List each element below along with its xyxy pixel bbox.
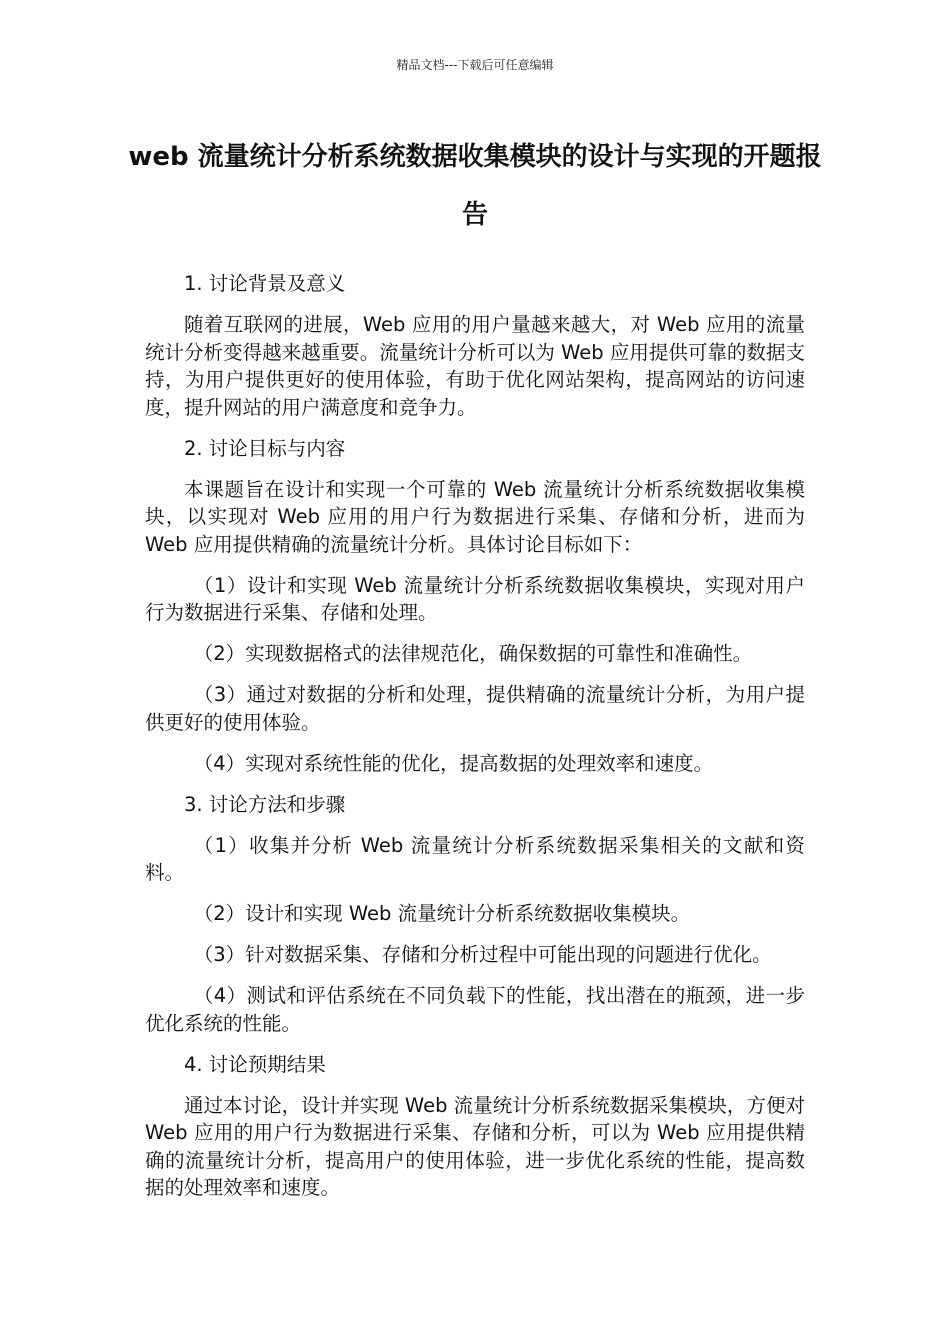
- list-item: （4）测试和评估系统在不同负载下的性能，找出潜在的瓶颈，进一步优化系统的性能。: [145, 984, 805, 1035]
- list-item: （1）设计和实现 Web 流量统计分析系统数据收集模块，实现对用户行为数据进行采集、存储和处理。: [145, 573, 805, 624]
- section-paragraph-1: 随着互联网的进展，Web 应用的用户量越来越大，对 Web 应用的流量统计分析变得越来越重要。流量统计分析可以为 Web 应用提供可靠的数据支持，为用户提供更好的使用体验，有助于优化网站架构，提高网站的访问速度，提升网站的用户满意度和竞争力。: [145, 313, 805, 419]
- list-item: （2）实现数据格式的法律规范化，确保数据的可靠性和准确性。: [193, 642, 753, 665]
- list-item: （1）收集并分析 Web 流量统计分析系统数据采集相关的文献和资料。: [145, 833, 805, 884]
- document-title: web 流量统计分析系统数据收集模块的设计与实现的开题报告: [128, 142, 822, 230]
- header-note: 精品文档---下载后可任意编辑: [396, 58, 554, 72]
- list-item: （4）实现对系统性能的优化，提高数据的处理效率和速度。: [193, 751, 714, 775]
- document-body: [145, 270, 805, 1215]
- section-heading-4: 4. 讨论预期结果: [184, 1052, 326, 1076]
- section-heading-2: 2. 讨论目标与内容: [184, 436, 346, 460]
- section-heading-3: 3. 讨论方法和步骤: [184, 792, 346, 816]
- list-item: （3）通过对数据的分析和处理，提供精确的流量统计分析，为用户提供更好的使用体验。: [145, 683, 805, 734]
- list-item: （3）针对数据采集、存储和分析过程中可能出现的问题进行优化。: [193, 943, 772, 966]
- list-item: （2）设计和实现 Web 流量统计分析系统数据收集模块。: [193, 902, 691, 925]
- section-paragraph-2: 本课题旨在设计和实现一个可靠的 Web 流量统计分析系统数据收集模块，以实现对 Web 应用的用户行为数据进行采集、存储和分析，进而为 Web 应用提供精确的流量统计分析。具体讨论目标如下：: [145, 477, 805, 556]
- section-heading-1: 1. 讨论背景及意义: [184, 272, 346, 295]
- section-paragraph-4: 通过本讨论，设计并实现 Web 流量统计分析系统数据采集模块，方便对 Web 应用的用户行为数据进行采集、存储和分析，可以为 Web 应用提供精确的流量统计分析，提高用户的使用体验，进一步优化系统的性能，提高数据的处理效率和速度。: [145, 1093, 805, 1199]
